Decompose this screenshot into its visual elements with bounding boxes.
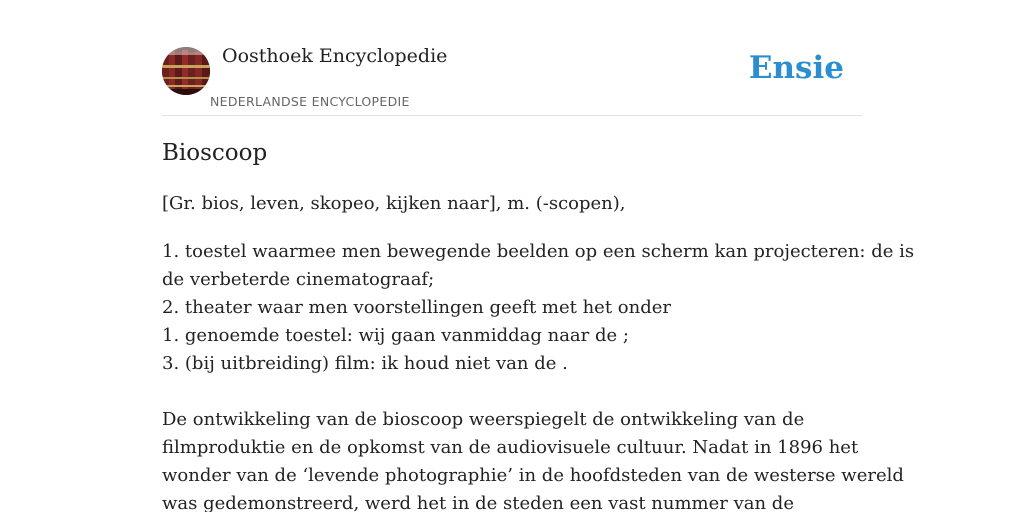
brand-logo-link[interactable]: Ensie <box>748 50 844 86</box>
definition-line: 1. genoemde toestel: wij gaan vanmiddag naar de ; <box>162 325 629 346</box>
history-line: was gedemonstreerd, werd het in de steden een vast nummer van de <box>162 493 794 512</box>
page <box>162 0 915 512</box>
encyclopedia-books-icon[interactable] <box>162 47 210 95</box>
definition-line: 1. toestel waarmee men bewegende beelden op een scherm kan projecteren: de is <box>162 241 915 262</box>
history-line: wonder van de ‘levende photographie’ in de hoofdsteden van de westerse wereld <box>162 465 904 486</box>
books-avatar-image <box>162 47 210 95</box>
page-title: Bioscoop <box>162 140 268 166</box>
history-line: filmproduktie en de opkomst van de audiovisuele cultuur. Nadat in 1896 het <box>162 437 859 458</box>
article-body <box>162 238 915 512</box>
site-subtitle: NEDERLANDSE ENCYCLOPEDIE <box>210 94 410 109</box>
etymology-text: [Gr. bios, leven, skopeo, kijken naar], m. (-scopen), <box>162 193 626 214</box>
definition-line: 2. theater waar men voorstellingen geeft met het onder <box>162 297 672 318</box>
definition-line: 3. (bij uitbreiding) film: ik houd niet van de . <box>162 353 568 374</box>
site-header <box>162 0 862 116</box>
definition-line: de verbeterde cinematograaf; <box>162 269 435 290</box>
paragraph-gap <box>162 378 862 406</box>
site-title[interactable]: Oosthoek Encyclopedie <box>222 45 448 67</box>
history-line: De ontwikkeling van de bioscoop weerspiegelt de ontwikkeling van de <box>162 409 805 430</box>
